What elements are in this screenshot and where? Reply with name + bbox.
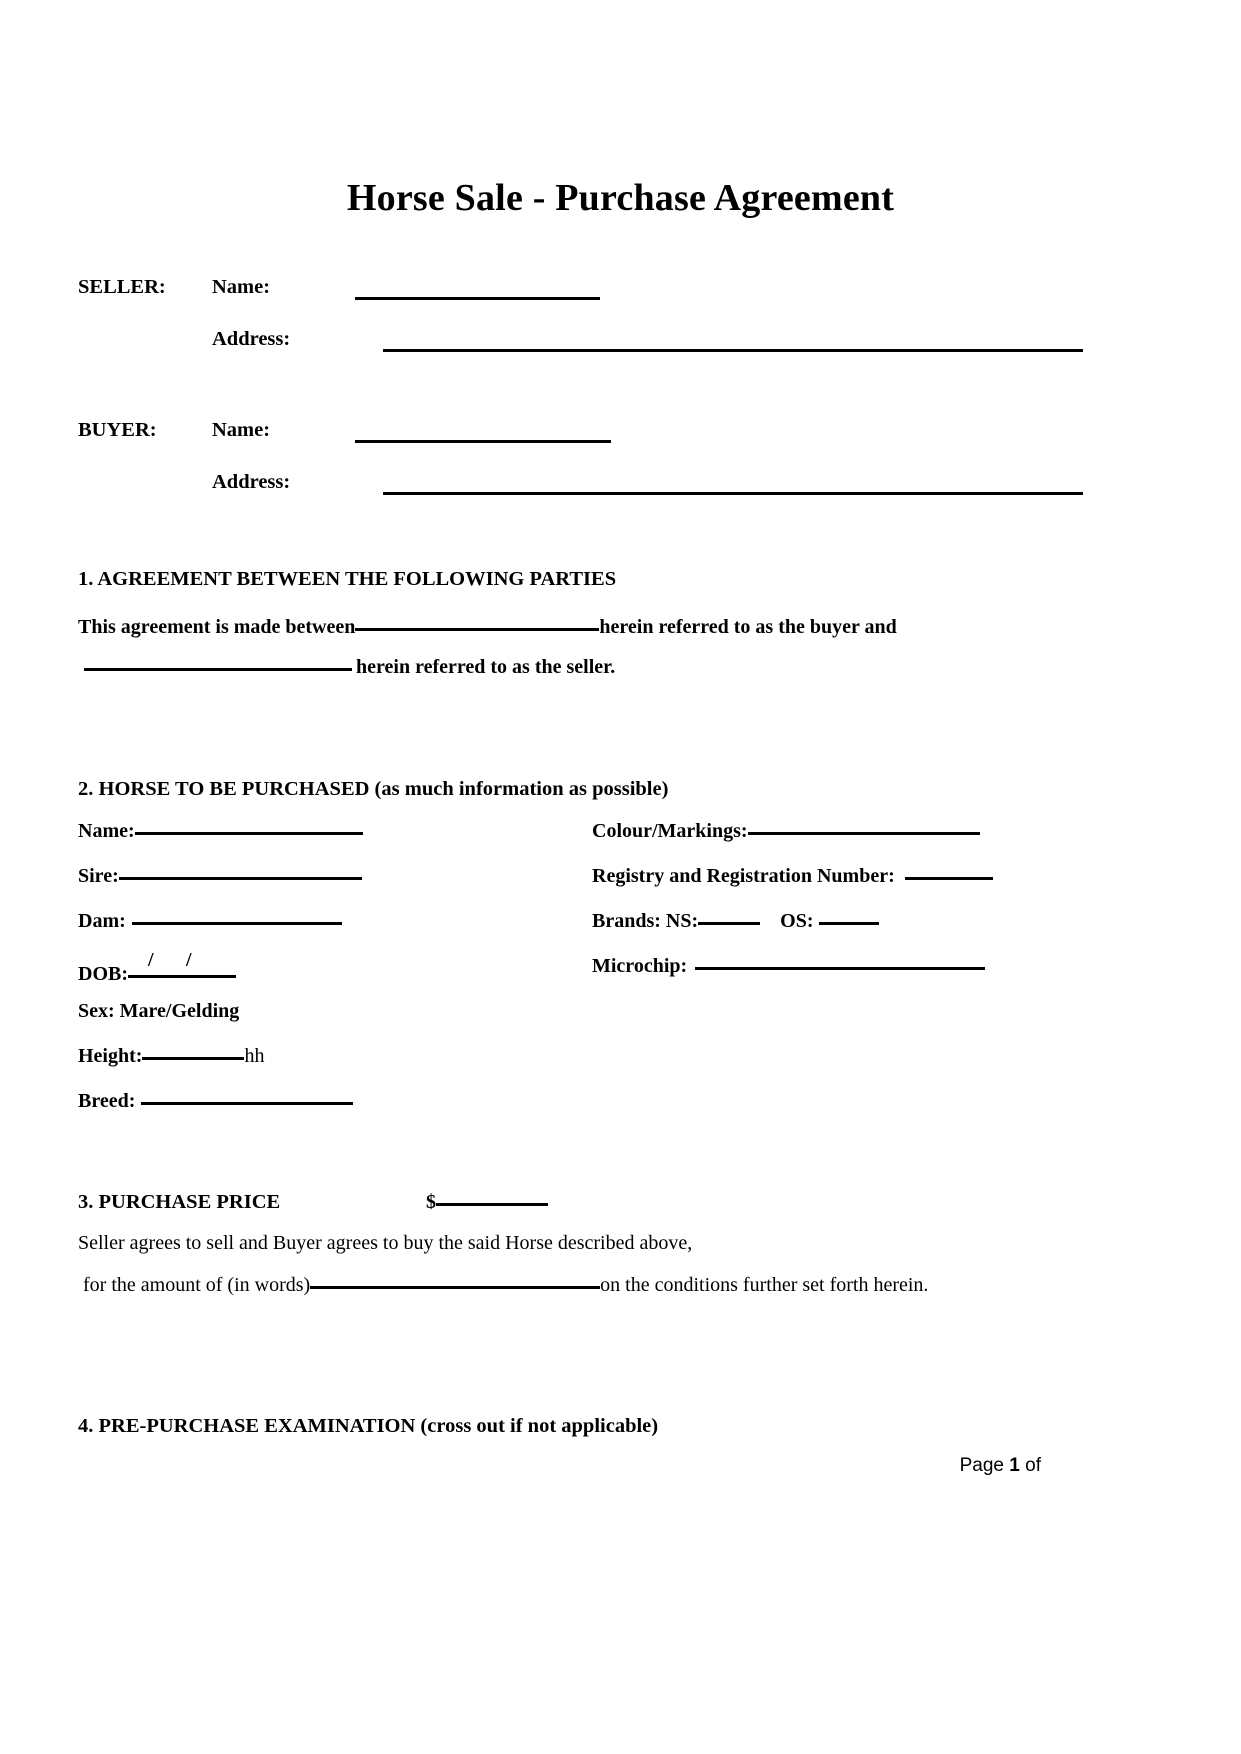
dob-separator-1: / (148, 949, 154, 971)
purchase-price-input[interactable] (436, 1203, 548, 1206)
horse-colour-row (592, 820, 1152, 865)
agreement-line-1 (78, 616, 1088, 656)
horse-microchip-row (592, 955, 1152, 1000)
horse-height-input[interactable] (142, 1057, 244, 1060)
horse-brands-ns-label: Brands: NS: (592, 910, 699, 932)
page-number: 1 (1009, 1455, 1020, 1476)
horse-brands-os-label: OS: (780, 910, 814, 932)
seller-address-label: Address: (212, 328, 291, 350)
buyer-address-input[interactable] (383, 492, 1083, 495)
buyer-role-label: BUYER: (78, 419, 157, 441)
agreement-buyer-suffix-text: herein referred to as the buyer and (599, 616, 897, 638)
page-title: Horse Sale - Purchase Agreement (346, 177, 895, 219)
seller-address-row (78, 328, 1078, 380)
horse-height-label: Height: (78, 1045, 143, 1067)
buyer-name-input[interactable] (355, 440, 611, 443)
horse-breed-input[interactable] (141, 1102, 353, 1105)
purchase-price-field (426, 1191, 548, 1214)
horse-height-row (78, 1045, 578, 1090)
purchase-price-line-1: Seller agrees to sell and Buyer agrees to buy the said Horse described above, (78, 1232, 693, 1254)
horse-sire-input[interactable] (119, 877, 362, 880)
horse-sex-row (78, 1000, 578, 1045)
horse-height-unit: hh (244, 1045, 265, 1067)
buyer-name-row (78, 419, 1078, 471)
horse-details-right-column (592, 820, 1152, 1000)
horse-sex-label: Sex: Mare/Gelding (78, 1000, 240, 1022)
horse-dam-label: Dam: (78, 910, 126, 932)
horse-breed-label: Breed: (78, 1090, 136, 1112)
horse-microchip-label: Microchip: (592, 955, 688, 977)
horse-dam-input[interactable] (132, 922, 342, 925)
buyer-name-label: Name: (212, 419, 271, 441)
dob-separator-2: / (186, 949, 192, 971)
page-label-suffix: of (1025, 1455, 1041, 1476)
horse-dob-input[interactable] (128, 949, 236, 978)
section-1-body (78, 616, 1088, 696)
horse-brands-ns-input[interactable] (698, 922, 760, 925)
section-4-heading: 4. PRE-PURCHASE EXAMINATION (cross out if not applicable) (78, 1415, 659, 1437)
agreement-seller-input[interactable] (84, 668, 352, 671)
horse-dob-row (78, 949, 578, 1000)
horse-sire-row (78, 865, 578, 910)
agreement-line-2 (78, 656, 1088, 696)
horse-registry-input[interactable] (905, 877, 993, 880)
horse-brands-os-input[interactable] (819, 922, 879, 925)
seller-name-label: Name: (212, 276, 271, 298)
agreement-seller-suffix-text: herein referred to as the seller. (356, 656, 616, 678)
section-3-heading-text: 3. PURCHASE PRICE (78, 1191, 281, 1213)
horse-colour-label: Colour/Markings: (592, 820, 748, 842)
horse-details-left-column (78, 820, 578, 1135)
seller-name-row (78, 276, 1078, 328)
seller-name-input[interactable] (355, 297, 600, 300)
horse-registry-label: Registry and Registration Number: (592, 865, 895, 887)
buyer-address-label: Address: (212, 471, 291, 493)
section-1-heading: 1. AGREEMENT BETWEEN THE FOLLOWING PARTIES (78, 568, 617, 590)
horse-name-input[interactable] (135, 832, 363, 835)
section-3-body (78, 1232, 1108, 1316)
amount-in-words-input[interactable] (310, 1286, 600, 1289)
amount-words-suffix-text: on the conditions further set forth herein. (600, 1274, 929, 1296)
horse-registry-row (592, 865, 1152, 910)
agreement-prefix-text: This agreement is made between (78, 616, 356, 638)
horse-breed-row (78, 1090, 578, 1135)
horse-sire-label: Sire: (78, 865, 119, 887)
purchase-price-line-2 (78, 1274, 1108, 1316)
seller-block (78, 276, 1078, 380)
horse-microchip-input[interactable] (695, 967, 985, 970)
horse-brands-row (592, 910, 1152, 955)
horse-name-row (78, 820, 578, 865)
page-footer (960, 1455, 1041, 1477)
section-3-heading (78, 1191, 436, 1214)
amount-words-prefix-text: for the amount of (in words) (83, 1274, 311, 1296)
seller-address-input[interactable] (383, 349, 1083, 352)
buyer-address-row (78, 471, 1078, 523)
page-label-prefix: Page (959, 1455, 1004, 1476)
section-2-heading: 2. HORSE TO BE PURCHASED (as much information as possible) (78, 778, 669, 800)
horse-dob-label: DOB: (78, 963, 128, 985)
seller-role-label: SELLER: (78, 276, 166, 298)
currency-symbol: $ (426, 1191, 436, 1213)
buyer-block (78, 419, 1078, 523)
agreement-buyer-input[interactable] (355, 628, 599, 631)
horse-colour-input[interactable] (748, 832, 980, 835)
horse-name-label: Name: (78, 820, 135, 842)
